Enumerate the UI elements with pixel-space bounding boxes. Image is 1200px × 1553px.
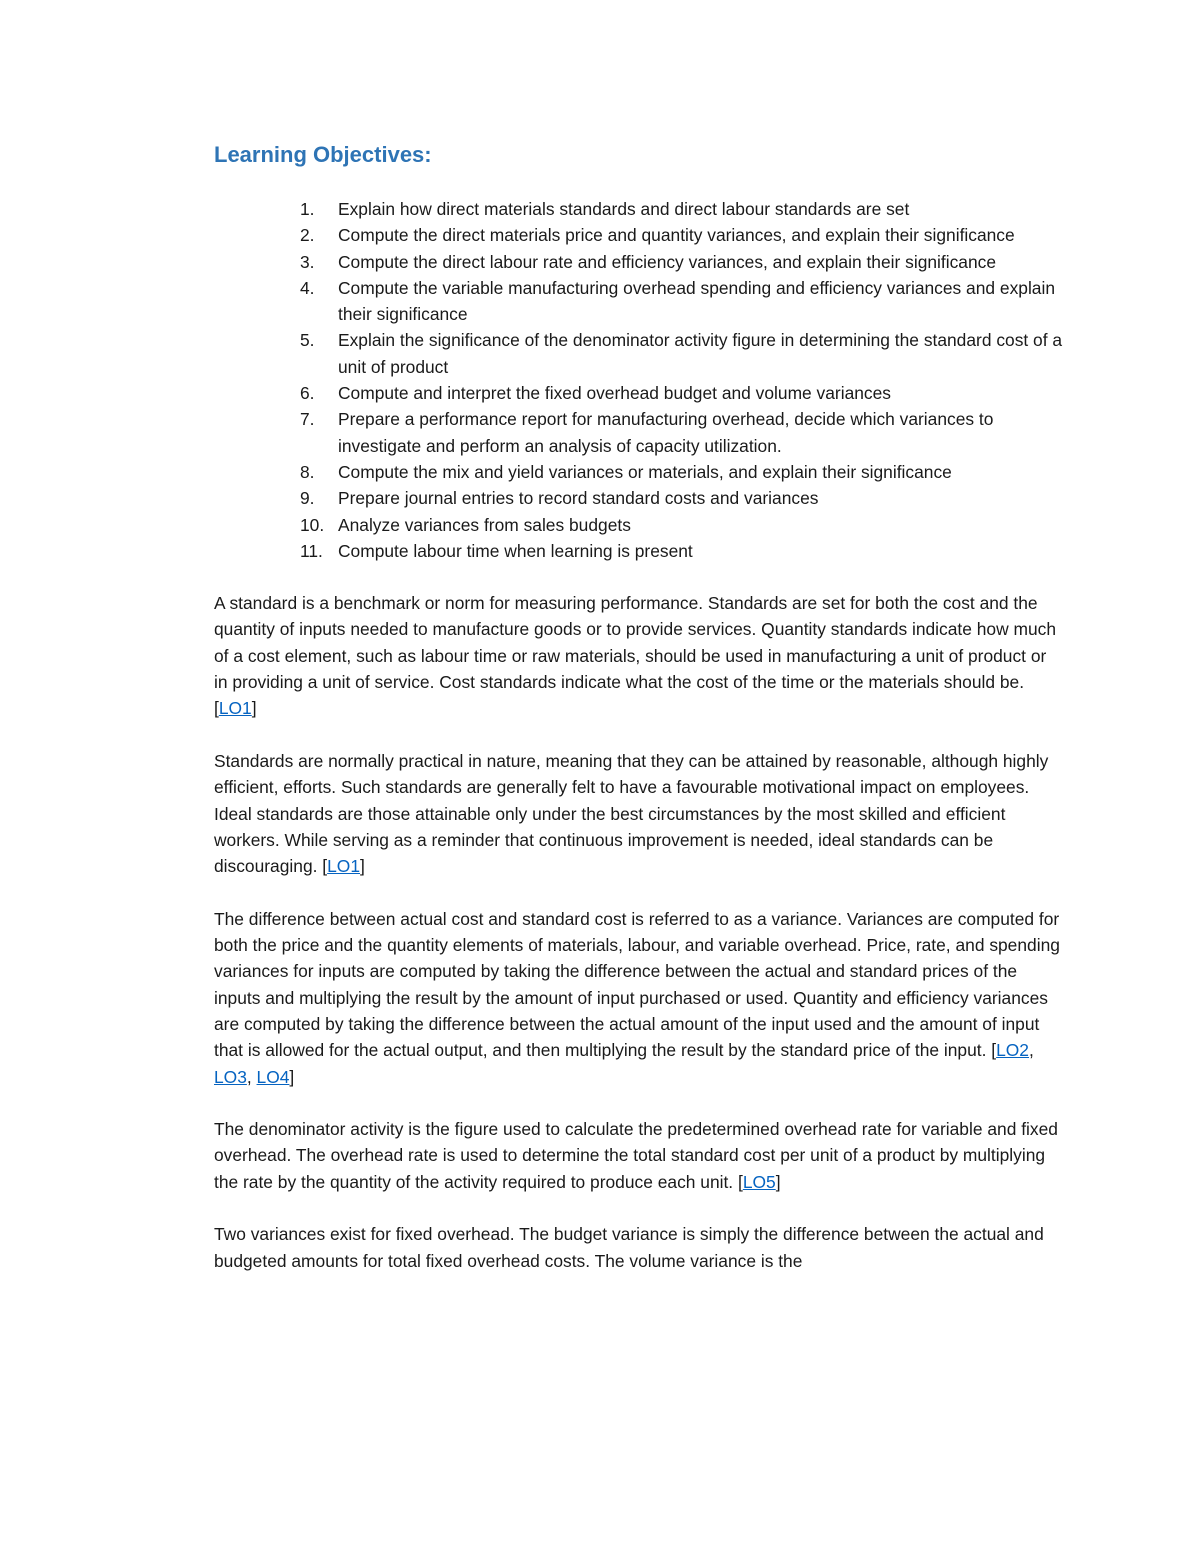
bracket-open: [ bbox=[737, 1171, 743, 1192]
list-item-text: Compute the variable manufacturing overhead spending and efficiency variances and explain their significance bbox=[338, 277, 1056, 325]
list-item-text: Compute the mix and yield variances or materials, and explain their significance bbox=[338, 461, 952, 482]
list-number: 10. bbox=[300, 514, 325, 535]
bracket-close: ] bbox=[289, 1066, 295, 1087]
list-number: 4. bbox=[300, 277, 315, 298]
paragraph-text: A standard is a benchmark or norm for measuring performance. Standards are set for both the cost and the quantity of inputs needed to manufacture goods or to provide services. Quantity standards indicate how much of a cost element, such as labour time or raw materials, should be used in manufacturing a unit of product or in providing a unit of service. Cost standards indicate what the cost of the time or the materials should be. bbox=[214, 593, 1057, 693]
bracket-close: ] bbox=[251, 698, 257, 719]
list-item-text: Compute labour time when learning is present bbox=[338, 540, 693, 561]
paragraph-text: Two variances exist for fixed overhead. The budget variance is simply the difference between the actual and budgeted amounts for total fixed overhead costs. The volume variance is the bbox=[214, 1224, 1044, 1271]
list-item-text: Explain how direct materials standards and direct labour standards are set bbox=[338, 199, 910, 219]
list-number: 7. bbox=[300, 409, 315, 430]
lo5-link[interactable]: LO5 bbox=[742, 1171, 776, 1192]
bracket-open: [ bbox=[214, 698, 219, 719]
list-item-text: Prepare journal entries to record standard costs and variances bbox=[338, 488, 819, 509]
paragraph-text: The denominator activity is the figure used to calculate the predetermined overhead rate for variable and fixed overhead. The overhead rate is used to determine the total standard cost per unit of a product by multiplying the rate by the quantity of the activity required to produce each unit. bbox=[214, 1119, 1058, 1192]
ref-separator: , bbox=[246, 1066, 257, 1087]
bracket-open: [ bbox=[322, 856, 328, 877]
paragraph-standards-definition bbox=[214, 590, 1064, 721]
list-number: 6. bbox=[300, 383, 315, 404]
ref-separator: , bbox=[1028, 1040, 1034, 1061]
list-number: 3. bbox=[300, 251, 315, 272]
list-item bbox=[214, 512, 1064, 538]
list-item-text: Compute the direct labour rate and efficiency variances, and explain their significance bbox=[338, 251, 996, 272]
bracket-close: ] bbox=[775, 1171, 781, 1192]
learning-objectives-heading: Learning Objectives: bbox=[214, 142, 432, 167]
list-item bbox=[214, 406, 1064, 459]
lo1-link[interactable]: LO1 bbox=[327, 856, 360, 877]
list-number: 11. bbox=[300, 540, 323, 561]
list-item-text: Explain the significance of the denominator activity figure in determining the standard cost of a unit of product bbox=[338, 330, 1063, 377]
list-item bbox=[214, 485, 1064, 511]
list-item bbox=[214, 327, 1064, 380]
list-item-text: Compute and interpret the fixed overhead budget and volume variances bbox=[338, 383, 891, 404]
list-item-text: Analyze variances from sales budgets bbox=[338, 514, 631, 535]
list-number: 5. bbox=[300, 330, 315, 351]
list-number: 1. bbox=[300, 199, 315, 219]
list-item bbox=[214, 275, 1064, 328]
list-item bbox=[214, 538, 1064, 564]
lo2-link[interactable]: LO2 bbox=[996, 1040, 1029, 1061]
list-item bbox=[214, 249, 1064, 275]
list-item bbox=[214, 196, 1064, 222]
paragraph-text: The difference between actual cost and standard cost is referred to as a variance. Variances are computed for both the price and the quantity elements of materials, labour, and variable overhead. Price, rate, and spending variances for inputs are computed by taking the difference between the actual and standard prices of the inputs and multiplying the result by the amount of input purchased or used. Quantity and efficiency variances are computed by taking the difference between the actual amount of the input used and the amount of input that is allowed for the actual output, and then multiplying the result by the standard price of the input. bbox=[214, 908, 1060, 1061]
paragraph-denominator-activity bbox=[214, 1116, 1064, 1195]
lo1-link[interactable]: LO1 bbox=[218, 698, 252, 719]
document-page bbox=[214, 140, 1064, 1300]
list-item bbox=[214, 459, 1064, 485]
list-item bbox=[214, 380, 1064, 406]
bracket-close: ] bbox=[360, 856, 365, 877]
paragraph-variances bbox=[214, 906, 1064, 1090]
paragraph-practical-standards bbox=[214, 748, 1064, 879]
list-item bbox=[214, 222, 1064, 248]
list-number: 8. bbox=[300, 461, 315, 482]
bracket-open: [ bbox=[991, 1040, 997, 1061]
objectives-list bbox=[214, 196, 1064, 564]
paragraph-text: Standards are normally practical in nature, meaning that they can be attained by reasonable, although highly efficient, efforts. Such standards are generally felt to have a favourable motivational impact on employees. Ideal standards are those attainable only under the best circumstances by the most skilled and efficient workers. While serving as a reminder that continuous improvement is needed, ideal standards can be discouraging. bbox=[214, 750, 1049, 877]
lo3-link[interactable]: LO3 bbox=[214, 1066, 247, 1087]
list-number: 9. bbox=[300, 488, 315, 509]
list-item-text: Compute the direct materials price and quantity variances, and explain their significance bbox=[338, 225, 1015, 246]
list-item-text: Prepare a performance report for manufacturing overhead, decide which variances to investigate and perform an analysis of capacity utilization. bbox=[338, 409, 994, 456]
paragraph-fixed-overhead bbox=[214, 1221, 1064, 1274]
lo4-link[interactable]: LO4 bbox=[256, 1066, 290, 1087]
list-number: 2. bbox=[300, 225, 315, 246]
